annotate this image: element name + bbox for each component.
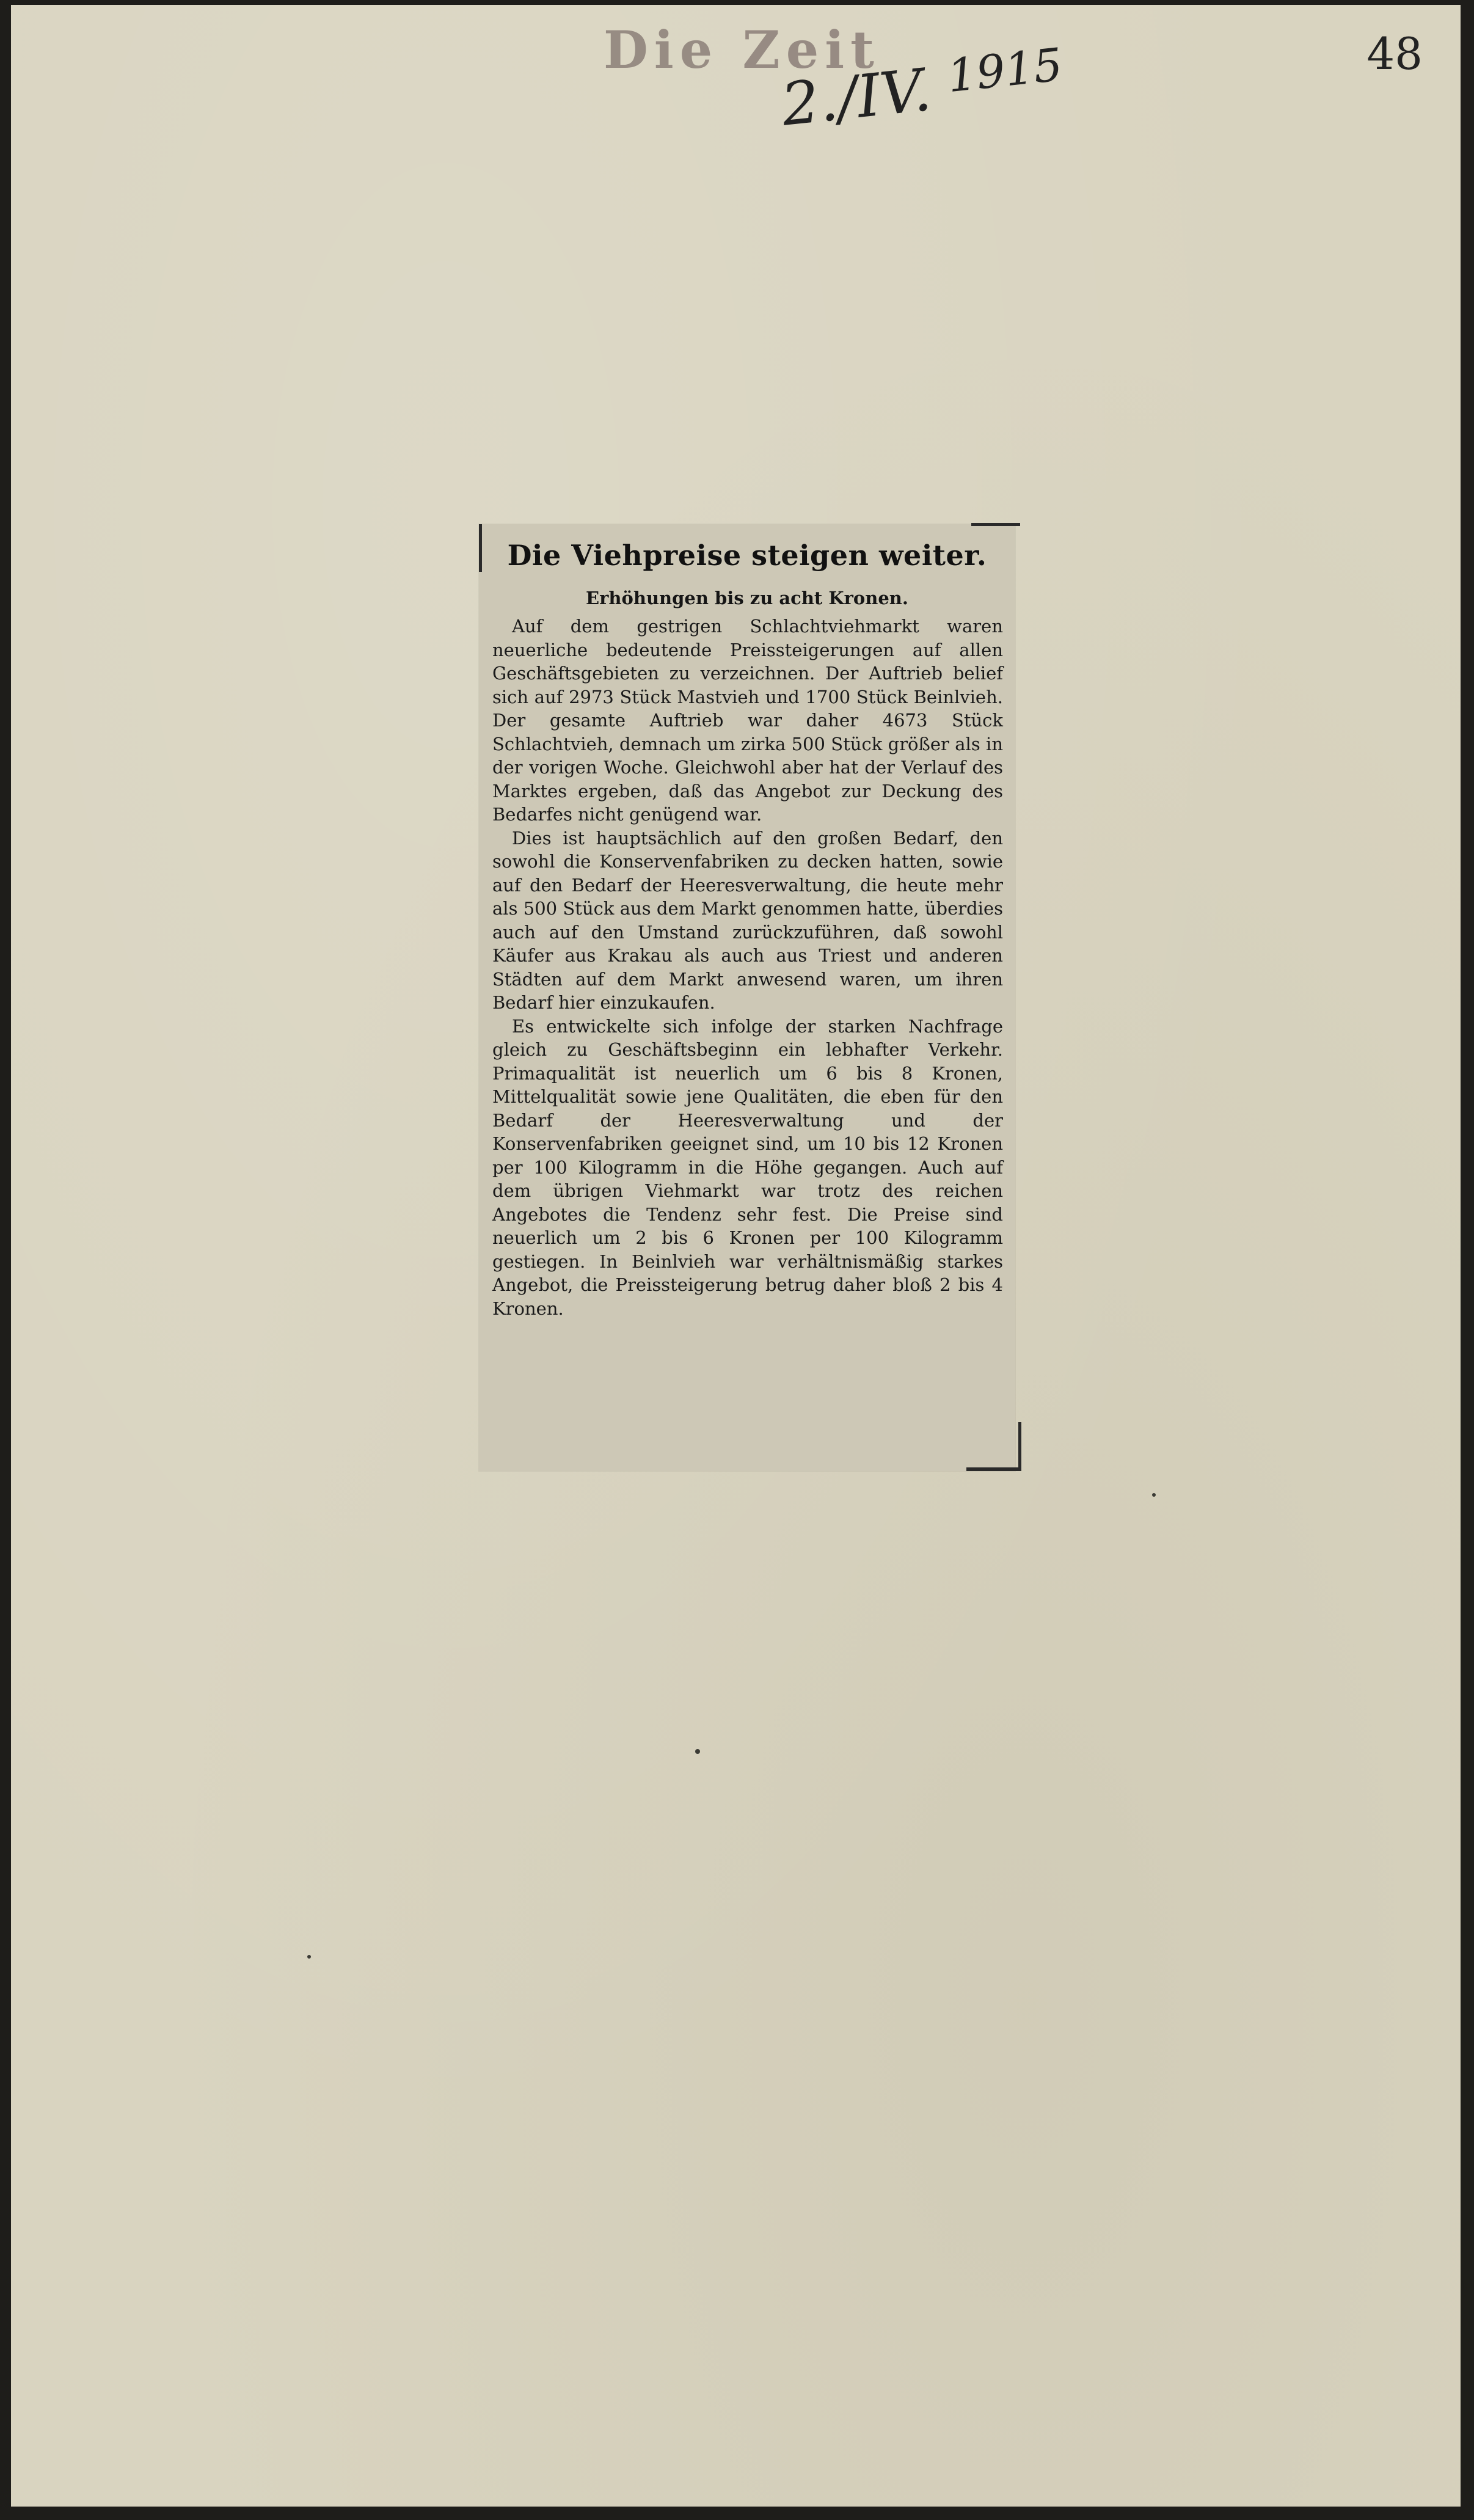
handwritten-day-month: 2./IV.	[778, 55, 935, 139]
article-body	[492, 615, 1003, 1320]
newspaper-masthead-stamp: Die Zeit	[604, 20, 880, 80]
article-paragraph-1: Auf dem gestrigen Schlachtviehmarkt waren neuerliche bedeutende Preissteigerungen auf allen Geschäftsgebieten zu verzeichnen. Der Auftrieb belief sich auf 2973 Stück Mastvieh und 1700 Stück Beinlvieh. Der gesamte Auftrieb war daher 4673 Stück Schlachtvieh, demnach um zirka 500 Stück größer als in der vorigen Woche. Gleichwohl aber hat der Verlauf des Marktes ergeben, daß das Angebot zur Deckung des Bedarfes nicht genügend war.	[492, 616, 1003, 825]
paper-speck	[695, 1749, 700, 1754]
handwritten-year: 1915	[945, 38, 1065, 103]
clipping-edge-mark-bottom	[966, 1467, 1020, 1471]
article-headline: Die Viehpreise steigen weiter.	[507, 539, 987, 572]
newspaper-clipping	[479, 524, 1015, 1471]
clipping-edge-mark-top	[971, 523, 1020, 526]
archive-page	[11, 5, 1461, 2507]
paper-speck	[1152, 1493, 1156, 1497]
article-paragraph-2: Dies ist hauptsächlich auf den großen Bedarf, den sowohl die Konservenfabriken zu decken hatten, sowie auf den Bedarf der Heeresverwaltung, die heute mehr als 500 Stück aus dem Markt genommen hatte, überdies auch auf den Umstand zurückzuführen, daß sowohl Käufer aus Krakau als auch aus Triest und anderen Städten auf dem Markt anwesend waren, um ihren Bedarf hier einzukaufen.	[492, 827, 1003, 1013]
page-number: 48	[1366, 28, 1423, 79]
article-paragraph-3: Es entwickelte sich infolge der starken Nachfrage gleich zu Geschäftsbeginn ein lebhafter Verkehr. Primaqualität ist neuerlich um 6 bis 8 Kronen, Mittelqualität sowie jene Qualitäten, die eben für den Bedarf der Heeresverwaltung und der Konservenfabriken geeignet sind, um 10 bis 12 Kronen per 100 Kilogramm in die Höhe gegangen. Auch auf dem übrigen Viehmarkt war trotz des reichen Angebotes die Tendenz sehr fest. Die Preise sind neuerlich um 2 bis 6 Kronen per 100 Kilogramm gestiegen. In Beinlvieh war verhältnismäßig starkes Angebot, die Preissteigerung betrug daher bloß 2 bis 4 Kronen.	[492, 1015, 1003, 1319]
article-subheadline: Erhöhungen bis zu acht Kronen.	[586, 588, 908, 608]
paper-speck	[307, 1955, 311, 1959]
clipping-edge-mark-right	[1018, 1422, 1021, 1471]
